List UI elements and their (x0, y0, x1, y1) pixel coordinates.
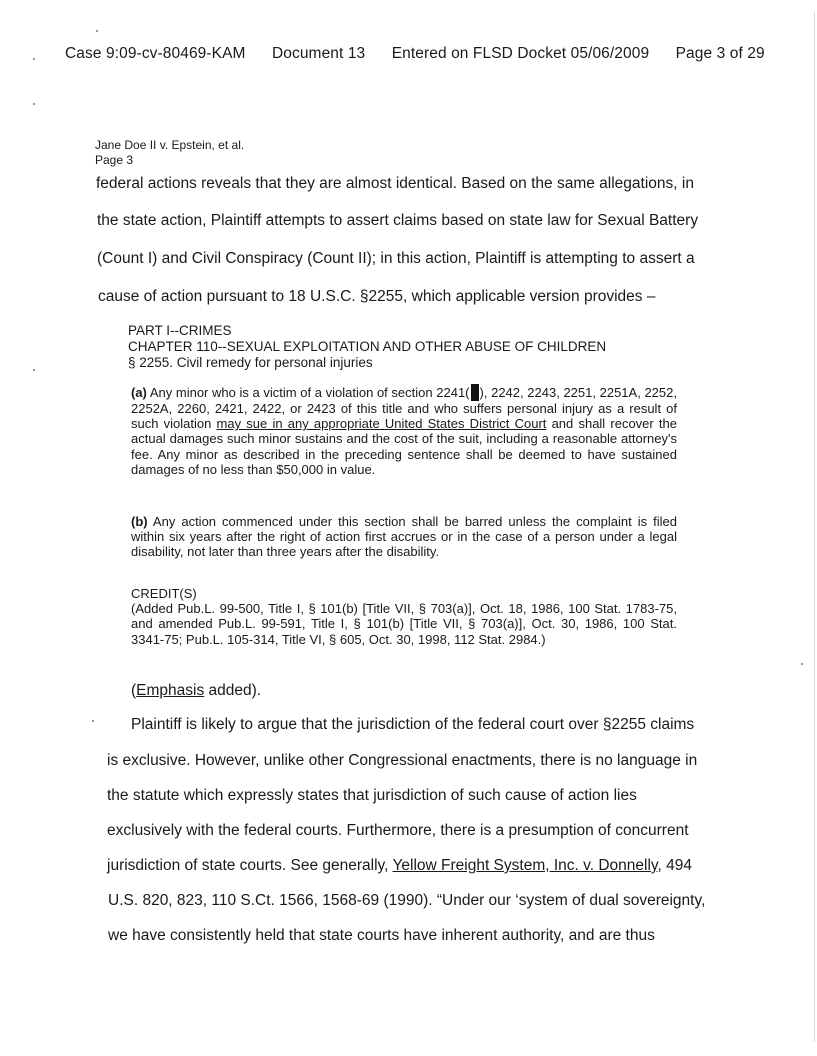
statute-chapter: CHAPTER 110--SEXUAL EXPLOITATION AND OTHER ABUSE OF CHILDREN (128, 339, 607, 354)
scan-speck (96, 30, 98, 32)
case-caption (95, 138, 244, 168)
statute-credits (131, 586, 677, 647)
statute-paragraph-a (131, 384, 677, 477)
body-text-line: (Count I) and Civil Conspiracy (Count II); in this action, Plaintiff is attempting to assert a (97, 250, 695, 267)
case-number: Case 9:09-cv-80469-KAM (65, 45, 246, 62)
emphasis-open-paren: ( (131, 682, 137, 699)
caption-title: Jane Doe II v. Epstein, et al. (95, 138, 245, 152)
body-text-line: Plaintiff is likely to argue that the jurisdiction of the federal court over §2255 claims (131, 716, 695, 733)
body-text-line: federal actions reveals that they are almost identical. Based on the same allegations, in (96, 175, 694, 192)
scan-speck (801, 663, 803, 665)
emphasis-note (131, 682, 261, 700)
paragraph-a-text-end: and shall recover the actual damages such minor sustains and the cost of the suit, including a reasonable attorney's fee. Any minor as described in the preceding sentence shall be deemed to have sustained damages of no less than $50,000 in value. (131, 416, 678, 477)
case-citation-name: Yellow Freight System, Inc. v. Donnelly (392, 857, 658, 874)
statute-part: PART I--CRIMES (128, 323, 232, 338)
statute-paragraph-b (131, 514, 677, 560)
paragraph-b-text: Any action commenced under this section shall be barred unless the complaint is filed within six years after the right of action first accrues or in the case of a person under a legal disability, not later than three years after the disability. (131, 514, 677, 560)
paragraph-a-label: (a) (131, 385, 147, 400)
scan-speck (33, 369, 35, 371)
citation-lead-in: jurisdiction of state courts. See generally, (107, 857, 393, 874)
caption-page: Page 3 (95, 153, 134, 167)
body-text-line: is exclusive. However, unlike other Congressional enactments, there is no language in (107, 752, 698, 769)
scan-speck (33, 58, 35, 60)
paragraph-b-label: (b) (131, 514, 148, 529)
docket-header (65, 45, 765, 63)
body-text-line: exclusively with the federal courts. Furthermore, there is a presumption of concurrent (107, 822, 689, 839)
emphasis-word: Emphasis (136, 682, 205, 699)
document-number: Document 13 (271, 45, 366, 62)
page-count: Page 3 of 29 (675, 45, 765, 62)
docket-entry: Entered on FLSD Docket 05/06/2009 (391, 45, 650, 62)
body-text-line: the statute which expressly states that jurisdiction of such cause of action lies (107, 787, 637, 804)
credits-label: CREDIT(S) (131, 586, 197, 601)
emphasis-rest: added). (204, 682, 262, 699)
paragraph-a-text: Any minor who is a victim of a violation of section 2241( (149, 385, 470, 400)
scan-speck (92, 720, 94, 722)
redaction-mark (471, 384, 479, 401)
credits-text: (Added Pub.L. 99-500, Title I, § 101(b) [Title VII, § 703(a)], Oct. 18, 1986, 100 Stat. 1783-75, and amended Pub.L. 99-591, Title I, § 101(b) [Title VII, § 703(a)], Oct. 30, 1986, 100 Stat. 3341-75; Pub.L. 105-314, Title VI, § 605, Oct. 30, 1998, 112 Stat. 2984.) (131, 601, 677, 647)
statute-section: § 2255. Civil remedy for personal injuries (128, 355, 373, 370)
scan-speck (33, 103, 35, 105)
body-text-line: cause of action pursuant to 18 U.S.C. §2255, which applicable version provides – (98, 288, 656, 305)
paragraph-a-text-cont: ), 2242, 2243, 2251, 2251A, 2252, 2252A, 2260, 2421, 2422, or 2423 of this title and who suffers personal injury as a result of such violation (131, 385, 677, 432)
body-text-line: U.S. 820, 823, 110 S.Ct. 1566, 1568-69 (1990). “Under our ‘system of dual sovereignty, (108, 892, 706, 909)
body-text-line: the state action, Plaintiff attempts to assert claims based on state law for Sexual Battery (97, 212, 699, 229)
citation-line (107, 857, 692, 875)
page-edge-line (814, 12, 815, 1042)
underlined-clause: may sue in any appropriate United States District Court (216, 416, 547, 432)
body-text-line: we have consistently held that state courts have inherent authority, and are thus (108, 927, 655, 944)
citation-reporter: , 494 (657, 857, 692, 874)
